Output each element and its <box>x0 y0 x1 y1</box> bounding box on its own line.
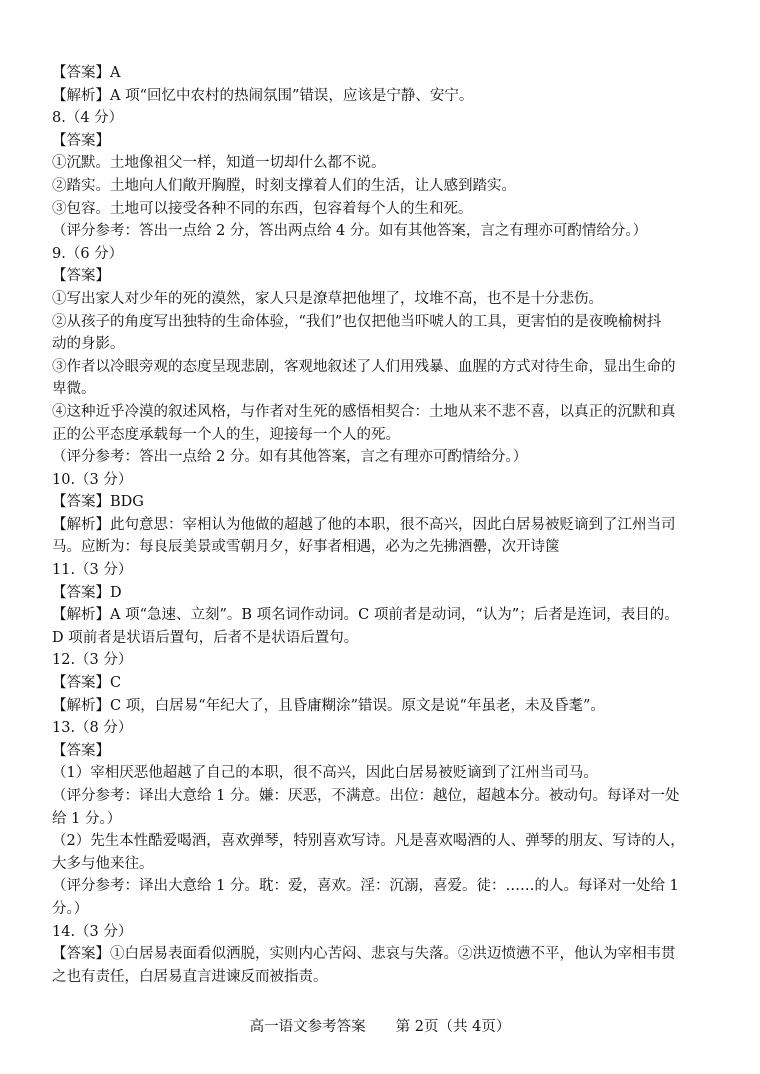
answer-line: 【答案】D <box>52 584 122 601</box>
scoring-note-continued: 给 1 分。） <box>52 810 122 827</box>
scoring-note: （评分参考：答出一点给 2 分。如有其他答案，言之有理亦可酌情给分。） <box>52 449 528 466</box>
answer-line: 【答案】 <box>52 268 110 285</box>
analysis-line: 【解析】C 项，白居易“年纪大了，且昏庸糊涂”错误。原文是说“年虽老，未及昏耄”。 <box>52 697 605 714</box>
analysis-line: 【解析】A 项“急速、立刻”。B 项名词作动词。C 项前者是动词，“认为”；后者是连词，表目的。 <box>52 607 679 624</box>
answer-point: ②踏实。土地向人们敞开胸膛，时刻支撑着人们的生活，让人感到踏实。 <box>52 177 516 194</box>
answer-point: ③包容。土地可以接受各种不同的东西，包容着每个人的生和死。 <box>52 200 473 217</box>
answer-point: ②从孩子的角度写出独特的生命体验，“我们”也仅把他当吓唬人的工具，更害怕的是夜晚榆树抖 <box>52 313 662 330</box>
question-heading: 14.（3 分） <box>52 923 133 940</box>
translation-line-continued: 大多与他来往。 <box>52 855 154 872</box>
answer-point: ③作者以冷眼旁观的态度呈现悲剧，客观地叙述了人们用残暴、血腥的方式对待生命，显出生命的 <box>52 358 676 375</box>
analysis-line-continued: D 项前者是状语后置句，后者不是状语后置句。 <box>52 629 359 646</box>
question-heading: 11.（3 分） <box>52 562 133 579</box>
analysis-line: 【解析】此句意思：宰相认为他做的超越了他的本职，很不高兴，因此白居易被贬谪到了江州当司 <box>52 516 676 533</box>
answer-line: 【答案】BDG <box>52 494 144 511</box>
answer-line: 【答案】 <box>52 132 110 149</box>
answer-point: ①写出家人对少年的死的漠然，家人只是潦草把他埋了，坟堆不高，也不是十分悲伤。 <box>52 290 603 307</box>
scoring-note-continued: 分。） <box>52 900 89 917</box>
answer-line-continued: 之也有责任，白居易直言进谏反而被指责。 <box>52 968 328 985</box>
answer-content <box>52 62 716 988</box>
scoring-note: （评分参考：译出大意给 1 分。耽：爱，喜欢。淫：沉溺，喜爱。徒：……的人。每译对一处给 1 <box>52 878 679 895</box>
question-heading: 12.（3 分） <box>52 652 133 669</box>
analysis-line: 【解析】A 项“回忆中农村的热闹氛围”错误，应该是宁静、安宁。 <box>52 87 474 104</box>
answer-line: 【答案】 <box>52 742 110 759</box>
question-heading: 9.（6 分） <box>52 245 124 262</box>
answer-point-continued: 动的身影。 <box>52 336 125 353</box>
scoring-note: （评分参考：答出一点给 2 分，答出两点给 4 分。如有其他答案，言之有理亦可酌情给分。） <box>52 223 648 240</box>
page-footer <box>0 1016 760 1038</box>
answer-line: 【答案】①白居易表面看似洒脱，实则内心苦闷、悲哀与失落。②洪迈愤懑不平，他认为宰相韦贯 <box>52 946 676 963</box>
answer-point: ④这种近乎冷漠的叙述风格，与作者对生死的感悟相契合：土地从来不悲不喜，以真正的沉默和真 <box>52 403 676 420</box>
scoring-note: （评分参考：译出大意给 1 分。嫌：厌恶，不满意。出位：越位，超越本分。被动句。每译对一处 <box>52 788 680 804</box>
translation-line: （2）先生本性酷爱喝酒，喜欢弹琴，特别喜欢写诗。凡是喜欢喝酒的人、弹琴的朋友、写诗的人， <box>52 833 685 850</box>
question-heading: 8.（4 分） <box>52 110 124 127</box>
answer-point-continued: 卑微。 <box>52 381 96 398</box>
translation-line: （1）宰相厌恶他超越了自己的本职，很不高兴，因此白居易被贬谪到了江州当司马。 <box>52 765 598 782</box>
analysis-line-continued: 马。应断为：每良辰美景或雪朝月夕，好事者相遇，必为之先拂酒罍，次开诗箧 <box>52 539 560 556</box>
question-heading: 13.（8 分） <box>52 720 133 737</box>
answer-line: 【答案】C <box>52 675 122 692</box>
footer-page-number: 第 2页（共 4页） <box>395 1019 511 1035</box>
answer-point-continued: 正的公平态度承载每一个人的生，迎接每一个人的死。 <box>52 426 400 443</box>
answer-line: 【答案】A <box>52 65 121 81</box>
answer-point: ①沉默。土地像祖父一样，知道一切却什么都不说。 <box>52 155 386 172</box>
footer-subject: 高一语文参考答案 <box>249 1019 366 1035</box>
question-heading: 10.（3 分） <box>52 471 133 488</box>
